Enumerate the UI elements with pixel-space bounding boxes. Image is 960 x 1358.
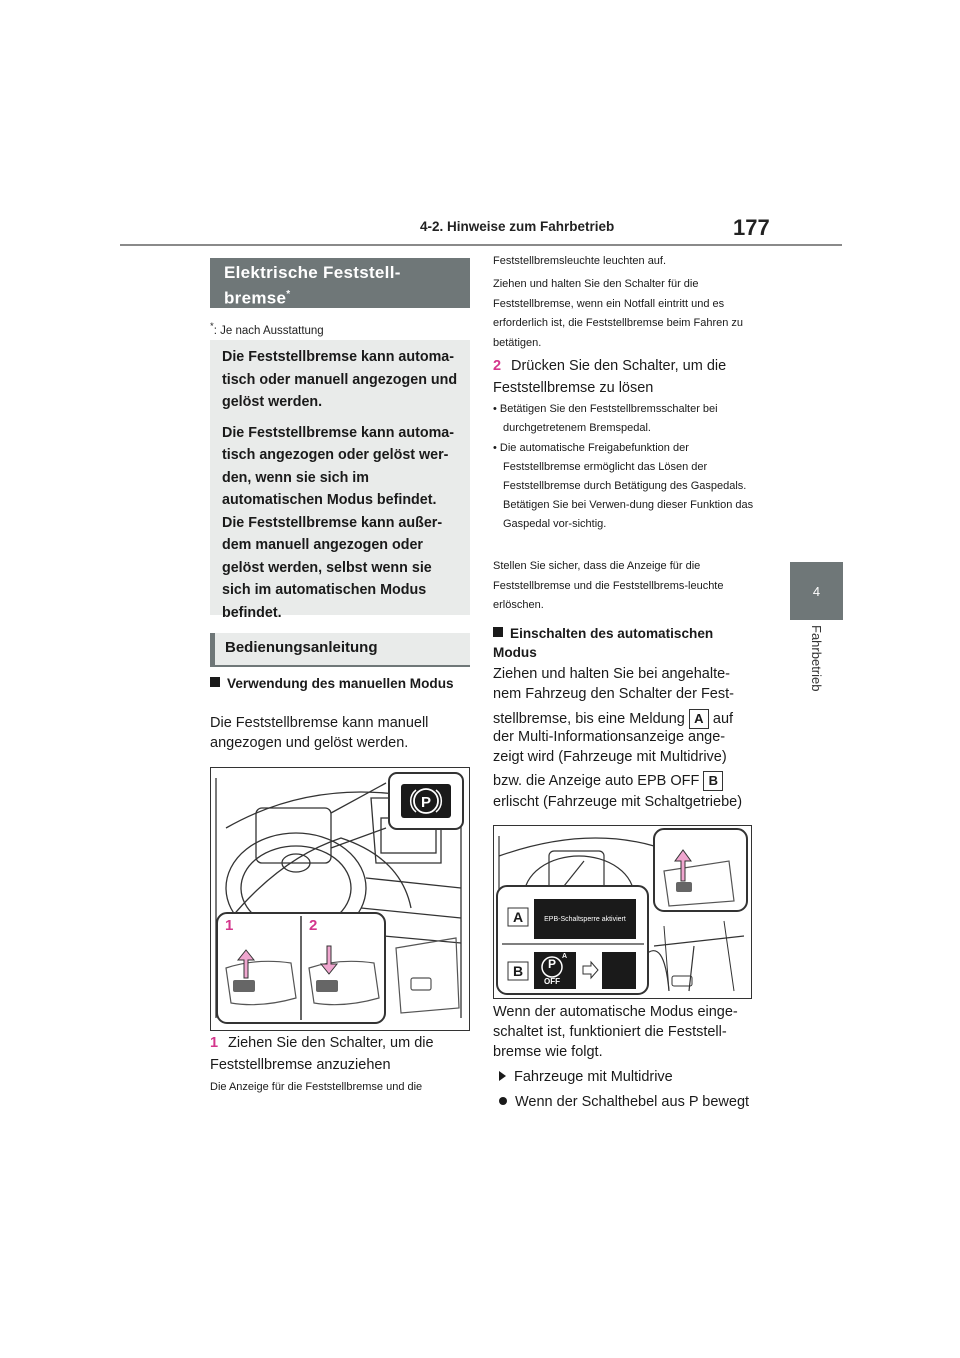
auto-epb-off-text: OFF bbox=[544, 977, 560, 986]
figure-label-b: B bbox=[512, 963, 524, 979]
figure-label-1: 1 bbox=[225, 917, 234, 934]
step-2-text: Drücken Sie den Schalter, um die Feststellbremse zu lösen bbox=[493, 358, 727, 396]
bullet-1-text: Betätigen Sie den Feststellbremsschalter bei durchgetretenem Bremspedal. bbox=[499, 403, 718, 434]
footnote-asterisk: * bbox=[210, 321, 214, 332]
intro-paragraph-2: Die Feststellbremse kann automa-tisch angezogen oder gelöst wer-den, wenn sie sich im automatischen Modus befindet. Die Feststellbremse kann außer-dem manuell angezogen oder gelöst werden, selbst wenn sie sich im automatischen Modus befindet. bbox=[222, 424, 455, 621]
step-1 bbox=[210, 1032, 468, 1076]
step-1-note: Die Anzeige für die Feststellbremse und die bbox=[210, 1081, 423, 1093]
triangle-item-text: Fahrzeuge mit Multidrive bbox=[514, 1069, 673, 1085]
emergency-note: Ziehen und halten Sie den Schalter für die Feststellbremse, wenn ein Notfall eintritt und es erforderlich ist, die Feststellbremse beim Fahren zu betätigen. bbox=[493, 278, 744, 349]
bullet-dot: • bbox=[493, 403, 500, 415]
figure-label-2: 2 bbox=[309, 917, 318, 934]
figure-manual-switch bbox=[210, 767, 470, 1031]
after-figure-text: Wenn der automatische Modus einge-schaltet ist, funktioniert die Feststell-bremse wie folgt. bbox=[493, 1004, 738, 1060]
label-b-box: B bbox=[703, 771, 723, 791]
bullet-2-text: Die automatische Freigabefunktion der Feststellbremse ermöglicht das Lösen der Feststellbremse durch Betätigung des Gaspedals. Betätigen Sie bei Verwen-dung dieser Funktion das Gaspedal vor-sichtig. bbox=[499, 442, 754, 530]
auto-mode-p4-text: bzw. die Anzeige auto EPB OFF bbox=[493, 773, 700, 789]
step-2-number: 2 bbox=[493, 358, 502, 374]
dot-item bbox=[493, 1092, 751, 1112]
dot-item-text: Wenn der Schalthebel aus P bewegt bbox=[515, 1094, 750, 1110]
topic-title bbox=[210, 258, 470, 308]
header-divider bbox=[120, 244, 842, 246]
dot-bullet-icon bbox=[499, 1097, 507, 1105]
triangle-bullet-icon bbox=[499, 1071, 506, 1081]
figure-label-a: A bbox=[512, 909, 524, 925]
bullet-2 bbox=[493, 439, 758, 534]
bullet-dot: • bbox=[493, 442, 500, 454]
square-bullet-icon bbox=[493, 627, 503, 637]
auto-mode-p2-end: auf bbox=[712, 711, 734, 727]
label-a-box: A bbox=[689, 709, 709, 729]
intro-box bbox=[210, 340, 470, 621]
title-asterisk: * bbox=[286, 289, 291, 300]
release-note: Stellen Sie sicher, dass die Anzeige für die Feststellbremse und die Feststellbrems-leuchte erlöschen. bbox=[493, 560, 724, 611]
footnote bbox=[210, 321, 324, 337]
subheading-manual-mode-text: Verwendung des manuellen Modus bbox=[227, 676, 454, 691]
subheading-manual-mode bbox=[210, 674, 470, 693]
note-continuation: Feststellbremsleuchte leuchten auf. bbox=[493, 255, 667, 267]
auto-mode-p4 bbox=[493, 770, 751, 792]
auto-epb-p-icon: P bbox=[547, 957, 556, 971]
subheading-auto-mode bbox=[493, 624, 751, 662]
step-1-text: Ziehen Sie den Schalter, um die Feststellbremse anzuziehen bbox=[210, 1035, 434, 1073]
footnote-text: : Je nach Ausstattung bbox=[213, 324, 324, 337]
section-heading: Bedienungsanleitung bbox=[210, 633, 470, 665]
auto-mode-p3: der Multi-Informationsanzeige ange-zeigt wird (Fahrzeuge mit Multidrive) bbox=[493, 729, 727, 765]
auto-epb-a-mark: A bbox=[562, 953, 568, 960]
figure-auto-mode bbox=[493, 825, 752, 999]
auto-mode-p5: erlischt (Fahrzeuge mit Schaltgetriebe) bbox=[493, 794, 743, 810]
bullet-1 bbox=[493, 400, 758, 438]
section-title: 4-2. Hinweise zum Fahrbetrieb bbox=[420, 219, 615, 234]
chapter-number: 4 bbox=[812, 583, 821, 599]
manual-mode-text: Die Feststellbremse kann manuell angezogen und gelöst werden. bbox=[210, 715, 429, 751]
topic-title-text: Elektrische Feststell-bremse bbox=[224, 263, 401, 308]
section-heading-rule bbox=[210, 665, 470, 667]
dashboard-illustration bbox=[211, 768, 469, 1030]
auto-mode-p2-start: stellbremse, bis eine Meldung bbox=[493, 711, 685, 727]
epb-lock-message: EPB-Schaltsperre aktiviert bbox=[544, 915, 626, 923]
svg-text:P: P bbox=[420, 794, 432, 811]
subheading-auto-mode-text: Einschalten des automatischen Modus bbox=[493, 626, 714, 660]
intro-paragraph-1: Die Feststellbremse kann automa-tisch oder manuell angezogen und gelöst werden. bbox=[222, 349, 458, 410]
page-number: 177 bbox=[733, 215, 770, 240]
square-bullet-icon bbox=[210, 677, 220, 687]
step-1-number: 1 bbox=[210, 1035, 219, 1051]
auto-mode-p1: Ziehen und halten Sie bei angehalte-nem Fahrzeug den Schalter der Fest- bbox=[493, 666, 734, 702]
triangle-item bbox=[493, 1067, 751, 1087]
chapter-tab bbox=[790, 562, 843, 620]
chapter-label-container bbox=[790, 625, 843, 735]
chapter-label: Fahrbetrieb bbox=[809, 625, 824, 692]
step-2 bbox=[493, 355, 751, 399]
